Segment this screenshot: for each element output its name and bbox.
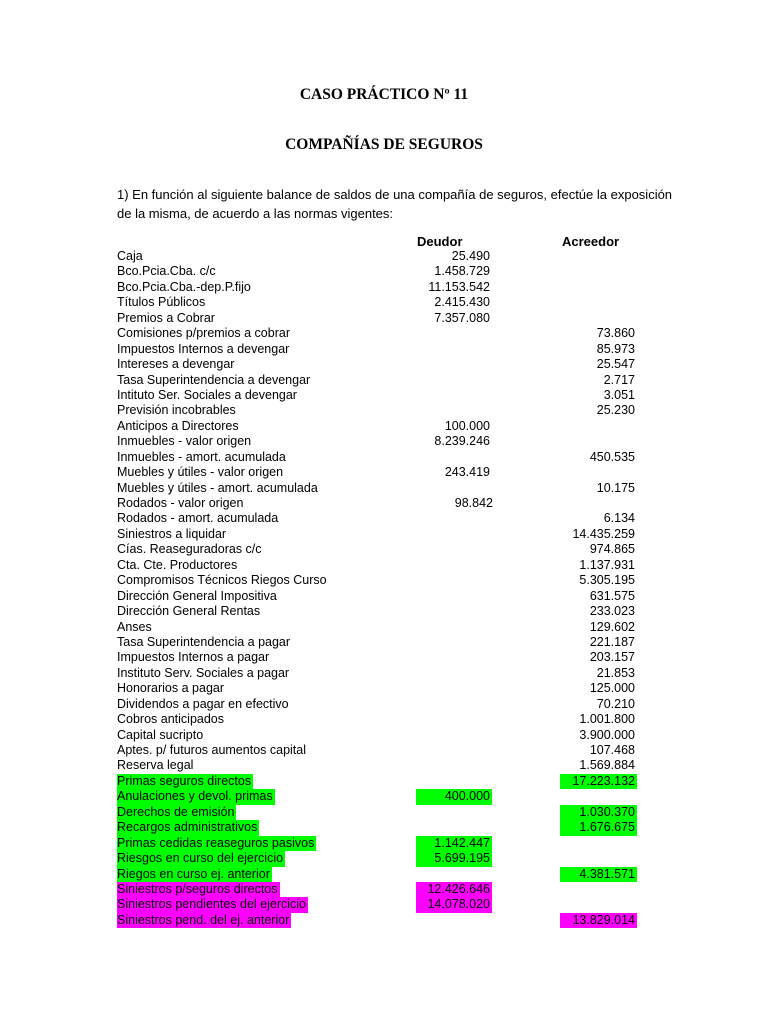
table-row bbox=[0, 419, 768, 434]
table-row bbox=[0, 558, 768, 573]
account-label: Comisiones p/premios a cobrar bbox=[117, 326, 290, 341]
acreedor-value: 1.137.931 bbox=[579, 557, 635, 572]
deudor-value: 11.153.542 bbox=[428, 279, 490, 294]
table-row bbox=[0, 342, 768, 357]
table-row bbox=[0, 311, 768, 326]
table-row bbox=[0, 805, 768, 820]
table-row bbox=[0, 758, 768, 773]
table-row bbox=[0, 434, 768, 449]
table-row bbox=[0, 481, 768, 496]
account-label: Bco.Pcia.Cba.-dep.P.fijo bbox=[117, 279, 251, 294]
acreedor-value: 73.860 bbox=[596, 326, 635, 341]
instructions-paragraph: 1) En función al siguiente balance de saldos de una compañía de seguros, efectúe la exposición de la misma, de acuerdo a las normas vigentes: bbox=[117, 187, 673, 221]
acreedor-value: 6.134 bbox=[603, 511, 635, 526]
table-row bbox=[0, 697, 768, 712]
acreedor-value: 5.305.195 bbox=[579, 573, 635, 588]
table-row bbox=[0, 511, 768, 526]
table-row bbox=[0, 851, 768, 866]
account-label: Impuestos Internos a devengar bbox=[117, 341, 290, 356]
table-row bbox=[0, 867, 768, 882]
account-label: Siniestros pend. del ej. anterior bbox=[117, 912, 290, 927]
account-label: Dirección General Rentas bbox=[117, 604, 261, 619]
account-label: Aptes. p/ futuros aumentos capital bbox=[117, 743, 306, 757]
acreedor-value: 1.030.370 bbox=[560, 805, 637, 820]
account-label: Cta. Cte. Productores bbox=[117, 557, 238, 572]
acreedor-value: 85.973 bbox=[596, 341, 635, 356]
deudor-value: 1.458.729 bbox=[434, 264, 490, 279]
account-label: Rodados - valor origen bbox=[117, 496, 244, 510]
table-row bbox=[0, 897, 768, 912]
account-label: Previsión incobrables bbox=[117, 403, 236, 418]
deudor-value: 243.419 bbox=[444, 465, 490, 480]
account-label: Riesgos en curso del ejercicio bbox=[117, 851, 284, 866]
table-row bbox=[0, 373, 768, 388]
table-row bbox=[0, 604, 768, 619]
table-row bbox=[0, 465, 768, 480]
table-row bbox=[0, 450, 768, 465]
acreedor-value: 129.602 bbox=[589, 619, 635, 634]
acreedor-value: 25.547 bbox=[596, 357, 635, 372]
table-row bbox=[0, 295, 768, 310]
column-header-deudor: Deudor bbox=[417, 234, 463, 249]
account-label: Títulos Públicos bbox=[117, 295, 206, 310]
account-label: Primas seguros directos bbox=[117, 773, 252, 788]
account-label: Inmuebles - valor origen bbox=[117, 434, 252, 449]
acreedor-value: 2.717 bbox=[603, 372, 635, 387]
account-label: Intituto Ser. Sociales a devengar bbox=[117, 387, 297, 402]
table-row bbox=[0, 635, 768, 650]
table-row bbox=[0, 743, 768, 758]
acreedor-value: 233.023 bbox=[589, 604, 635, 619]
account-label: Anulaciones y devol. primas bbox=[117, 789, 273, 804]
deudor-value: 2.415.430 bbox=[434, 295, 490, 310]
balance-table bbox=[0, 249, 768, 928]
acreedor-value: 17.223.132 bbox=[560, 774, 637, 789]
acreedor-value: 1.569.884 bbox=[579, 758, 635, 773]
account-label: Tasa Superintendencia a pagar bbox=[117, 634, 291, 649]
acreedor-value: 21.853 bbox=[596, 665, 635, 680]
acreedor-value: 4.381.571 bbox=[560, 867, 637, 882]
acreedor-value: 14.435.259 bbox=[572, 526, 635, 541]
deudor-value: 7.357.080 bbox=[434, 310, 490, 325]
deudor-value: 1.142.447 bbox=[416, 836, 492, 851]
table-row bbox=[0, 836, 768, 851]
account-label: Caja bbox=[117, 249, 143, 263]
acreedor-value: 10.175 bbox=[596, 480, 635, 495]
account-label: Cobros anticipados bbox=[117, 712, 225, 727]
table-row bbox=[0, 913, 768, 928]
account-label: Recargos administrativos bbox=[117, 820, 258, 835]
acreedor-value: 450.535 bbox=[589, 449, 635, 464]
account-label: Rodados - amort. acumulada bbox=[117, 511, 279, 526]
table-row bbox=[0, 666, 768, 681]
account-label: Honorarios a pagar bbox=[117, 681, 225, 696]
acreedor-value: 221.187 bbox=[589, 634, 635, 649]
table-row bbox=[0, 388, 768, 403]
deudor-value: 5.699.195 bbox=[416, 851, 492, 866]
table-row bbox=[0, 249, 768, 264]
document-subtitle: COMPAÑÍAS DE SEGUROS bbox=[285, 136, 483, 153]
table-row bbox=[0, 650, 768, 665]
account-label: Dirección General Impositiva bbox=[117, 588, 277, 603]
table-row bbox=[0, 357, 768, 372]
table-row bbox=[0, 496, 768, 511]
table-row bbox=[0, 280, 768, 295]
deudor-value: 14.078.020 bbox=[416, 897, 492, 912]
table-row bbox=[0, 681, 768, 696]
account-label: Siniestros pendientes del ejercicio bbox=[117, 897, 306, 912]
account-label: Compromisos Técnicos Riegos Curso bbox=[117, 573, 327, 588]
acreedor-value: 1.001.800 bbox=[579, 712, 635, 727]
account-label: Siniestros p/seguros directos bbox=[117, 881, 278, 896]
deudor-value: 12.426.646 bbox=[416, 882, 492, 897]
acreedor-value: 1.676.675 bbox=[560, 820, 637, 835]
table-row bbox=[0, 589, 768, 604]
account-label: Intereses a devengar bbox=[117, 357, 235, 372]
table-row bbox=[0, 403, 768, 418]
account-label: Capital sucripto bbox=[117, 727, 204, 742]
account-label: Anses bbox=[117, 619, 152, 634]
account-label: Reserva legal bbox=[117, 758, 194, 773]
account-label: Premios a Cobrar bbox=[117, 310, 215, 325]
table-row bbox=[0, 264, 768, 279]
account-label: Tasa Superintendencia a devengar bbox=[117, 372, 311, 387]
table-row bbox=[0, 728, 768, 743]
table-row bbox=[0, 712, 768, 727]
deudor-value: 8.239.246 bbox=[434, 434, 490, 449]
acreedor-value: 107.468 bbox=[589, 743, 635, 757]
deudor-value: 400.000 bbox=[416, 789, 492, 804]
account-label: Impuestos Internos a pagar bbox=[117, 650, 270, 665]
account-label: Instituto Serv. Sociales a pagar bbox=[117, 665, 290, 680]
account-label: Dividendos a pagar en efectivo bbox=[117, 696, 289, 711]
table-row bbox=[0, 620, 768, 635]
table-row bbox=[0, 820, 768, 835]
account-label: Muebles y útiles - valor origen bbox=[117, 465, 284, 480]
table-row bbox=[0, 573, 768, 588]
account-label: Inmuebles - amort. acumulada bbox=[117, 449, 286, 464]
deudor-value: 98.842 bbox=[454, 496, 493, 510]
table-row bbox=[0, 789, 768, 804]
account-label: Cías. Reaseguradoras c/c bbox=[117, 542, 262, 557]
deudor-value: 25.490 bbox=[451, 249, 490, 263]
column-header-acreedor: Acreedor bbox=[562, 234, 620, 249]
acreedor-value: 125.000 bbox=[589, 681, 635, 696]
account-label: Riegos en curso ej. anterior bbox=[117, 866, 270, 881]
account-label: Primas cedidas reaseguros pasivos bbox=[117, 835, 315, 850]
acreedor-value: 974.865 bbox=[589, 542, 635, 557]
account-label: Anticipos a Directores bbox=[117, 418, 239, 433]
acreedor-value: 13.829.014 bbox=[560, 913, 637, 928]
acreedor-value: 203.157 bbox=[589, 650, 635, 665]
document-title: CASO PRÁCTICO Nº 11 bbox=[299, 86, 469, 103]
acreedor-value: 631.575 bbox=[589, 588, 635, 603]
account-label: Muebles y útiles - amort. acumulada bbox=[117, 480, 318, 495]
account-label: Bco.Pcia.Cba. c/c bbox=[117, 264, 216, 279]
acreedor-value: 70.210 bbox=[596, 696, 635, 711]
acreedor-value: 25.230 bbox=[596, 403, 635, 418]
table-row bbox=[0, 326, 768, 341]
account-label: Siniestros a liquidar bbox=[117, 526, 227, 541]
table-row bbox=[0, 774, 768, 789]
deudor-value: 100.000 bbox=[444, 418, 490, 433]
account-label: Derechos de emisión bbox=[117, 804, 235, 819]
table-row bbox=[0, 882, 768, 897]
table-row bbox=[0, 527, 768, 542]
table-row bbox=[0, 542, 768, 557]
acreedor-value: 3.900.000 bbox=[579, 727, 635, 742]
acreedor-value: 3.051 bbox=[603, 387, 635, 402]
